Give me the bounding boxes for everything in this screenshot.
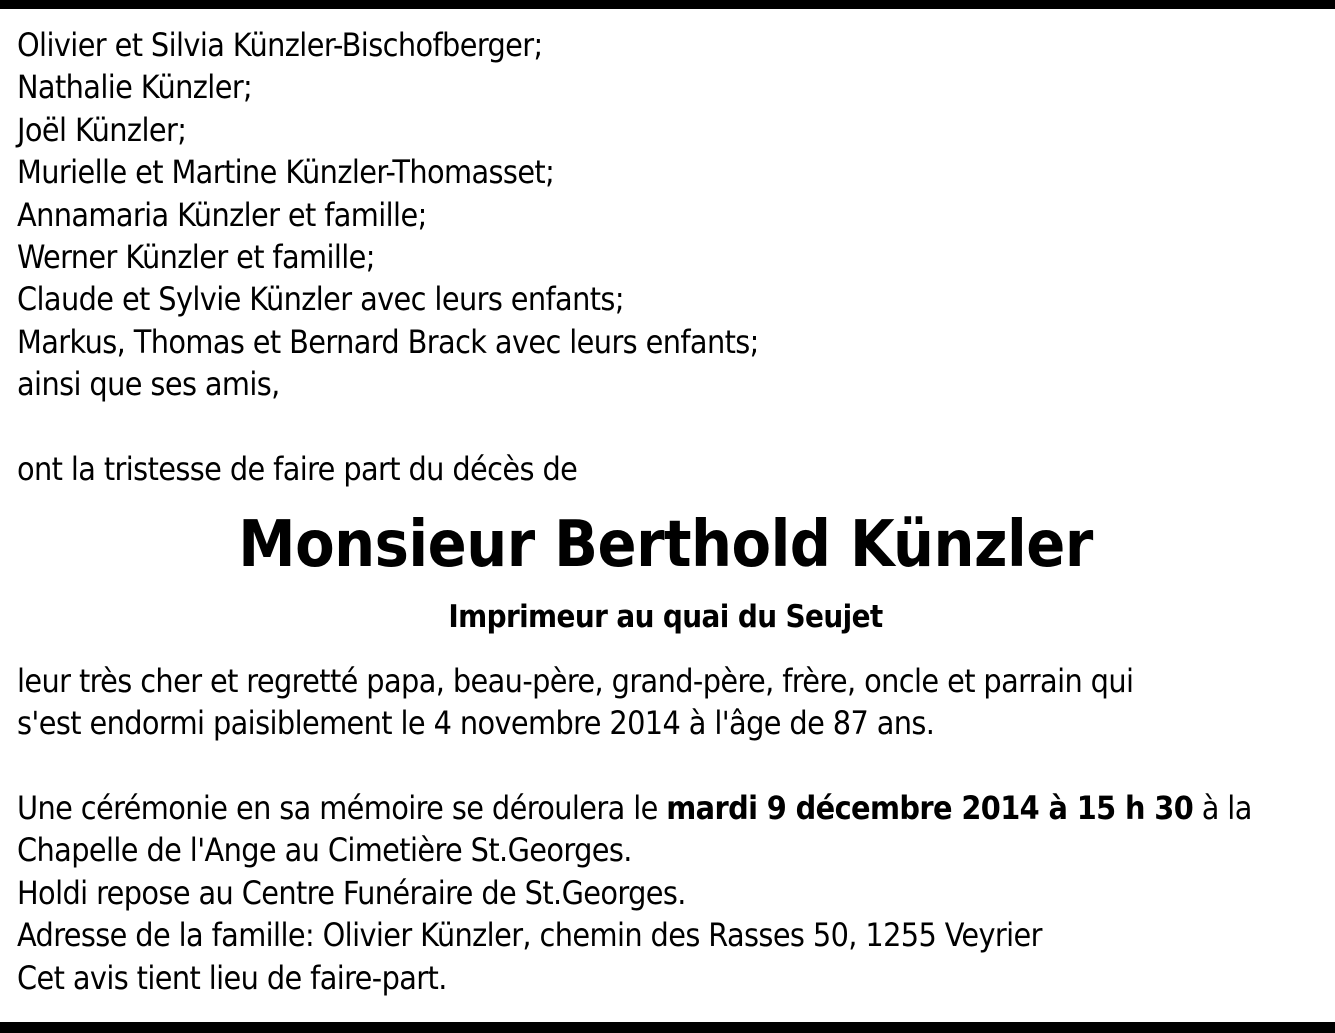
mourner-line: Nathalie Künzler; [17, 68, 253, 107]
mourner-line: ainsi que ses amis, [17, 365, 280, 404]
family-address: Adresse de la famille: Olivier Künzler, chemin des Rasses 50, 1255 Veyrier [17, 916, 1042, 955]
spacer [17, 406, 1327, 448]
ceremony-paragraph [17, 787, 1327, 999]
description-paragraph [17, 660, 1327, 745]
mourner-line: Joël Künzler; [17, 110, 187, 149]
mourner-line: Werner Künzler et famille; [17, 238, 375, 277]
ceremony-line [17, 787, 1327, 829]
description-line: s'est endormi paisiblement le 4 novembre 2014 à l'âge de 87 ans. [17, 704, 935, 743]
mourner-line: Markus, Thomas et Bernard Brack avec leurs enfants; [17, 322, 759, 361]
bottom-border-rule [0, 1022, 1335, 1033]
mourner-line: Murielle et Martine Künzler-Thomasset; [17, 153, 555, 192]
deceased-name: Monsieur Berthold Künzler [238, 508, 1093, 583]
description-line: leur très cher et regretté papa, beau-père, grand-père, frère, oncle et parrain qui [17, 662, 1134, 701]
ceremony-datetime: mardi 9 décembre 2014 à 15 h 30 [666, 788, 1194, 827]
ceremony-prefix: Une cérémonie en sa mémoire se déroulera le [17, 788, 667, 827]
obituary-notice [17, 24, 1327, 999]
top-border-rule [0, 0, 1335, 9]
mourner-line: Olivier et Silvia Künzler-Bischofberger; [17, 26, 543, 64]
mourners-list [17, 24, 1327, 406]
mourner-line: Annamaria Künzler et famille; [17, 195, 427, 234]
closing-line: Holdi repose au Centre Funéraire de St.Georges. [17, 873, 686, 912]
closing-line: Cet avis tient lieu de faire-part. [17, 958, 447, 997]
spacer [17, 745, 1327, 787]
ceremony-suffix: à la [1193, 788, 1252, 827]
ceremony-location: Chapelle de l'Ange au Cimetière St.Georges. [17, 831, 632, 870]
deceased-occupation: Imprimeur au quai du Seujet [448, 599, 883, 636]
mourner-line: Claude et Sylvie Künzler avec leurs enfants; [17, 280, 624, 319]
announcement-intro: ont la tristesse de faire part du décès de [17, 449, 578, 488]
